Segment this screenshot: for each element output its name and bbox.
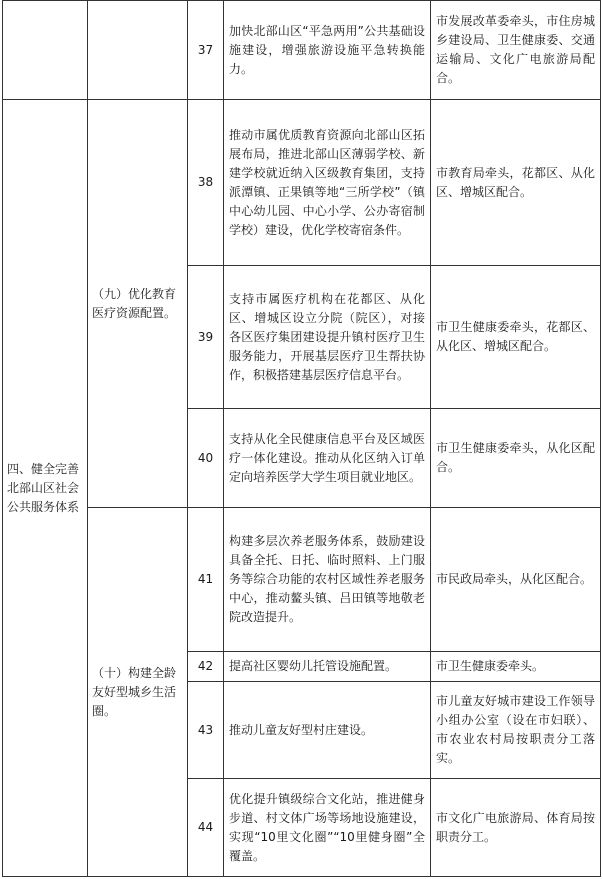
dept-text: 市卫生健康委牵头，花都区、从化区、增城区配合。 (431, 266, 601, 409)
dept-text: 市民政局牵头，从化区配合。 (431, 508, 601, 652)
task-text: 加快北部山区“平急两用”公共基础设施建设，增强旅游设施平急转换能力。 (224, 1, 431, 100)
dept-text: 市发展改革委牵头，市住房城乡建设局、卫生健康委、交通运输局、文化广电旅游局配合。 (431, 1, 601, 100)
task-table (2, 0, 601, 877)
task-text: 优化提升镇级综合文化站，推进健身步道、村文体广场等场地设施建设，实现“10里文化圈”“10里健身圈”全覆盖。 (224, 779, 431, 877)
table-row (3, 508, 601, 652)
category-main: 四、健全完善北部山区社会公共服务体系 (3, 100, 88, 877)
dept-text: 市卫生健康委牵头，从化区配合。 (431, 409, 601, 508)
row-number: 38 (188, 100, 224, 266)
row-number: 37 (188, 1, 224, 100)
table-row (3, 1, 601, 100)
dept-text: 市文化广电旅游局、体育局按职责分工。 (431, 779, 601, 877)
dept-text: 市教育局牵头，花都区、从化区、增城区配合。 (431, 100, 601, 266)
task-text: 构建多层次养老服务体系，鼓励建设具备全托、日托、临时照料、上门服务等综合功能的农村区域性养老服务中心，推动鳌头镇、吕田镇等地敬老院改造提升。 (224, 508, 431, 652)
dept-text: 市卫生健康委牵头。 (431, 652, 601, 682)
table-row (3, 100, 601, 266)
row-number: 39 (188, 266, 224, 409)
task-text: 提高社区婴幼儿托管设施配置。 (224, 652, 431, 682)
row-number: 44 (188, 779, 224, 877)
blank-cell (3, 1, 88, 100)
blank-cell (88, 1, 188, 100)
row-number: 41 (188, 508, 224, 652)
row-number: 40 (188, 409, 224, 508)
row-number: 43 (188, 682, 224, 779)
task-text: 支持市属医疗机构在花都区、从化区、增城区设立分院（院区），对接各区医疗集团建设提升镇村医疗卫生服务能力，开展基层医疗卫生帮扶协作，积极搭建基层医疗信息平台。 (224, 266, 431, 409)
task-text: 推动儿童友好型村庄建设。 (224, 682, 431, 779)
category-sub: （十）构建全龄友好型城乡生活圈。 (88, 508, 188, 877)
row-number: 42 (188, 652, 224, 682)
dept-text: 市儿童友好城市建设工作领导小组办公室（设在市妇联）、市农业农村局按职责分工落实。 (431, 682, 601, 779)
task-text: 支持从化全民健康信息平台及区域医疗一体化建设。推动从化区纳入订单定向培养医学大学生项目就业地区。 (224, 409, 431, 508)
category-sub: （九）优化教育医疗资源配置。 (88, 100, 188, 508)
task-text: 推动市属优质教育资源向北部山区拓展布局，推进北部山区薄弱学校、新建学校就近纳入区级教育集团，支持派潭镇、正果镇等地“三所学校”（镇中心幼儿园、中心小学、公办寄宿制学校）建设，优化学校寄宿条件。 (224, 100, 431, 266)
